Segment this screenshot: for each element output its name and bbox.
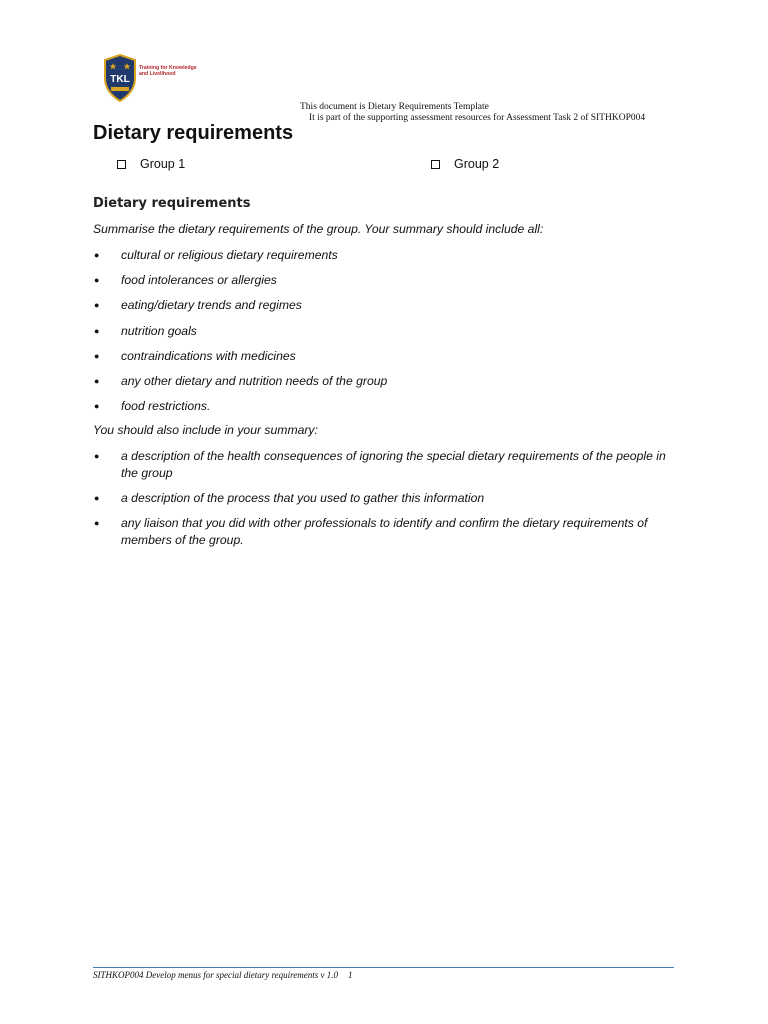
bullet-icon: ● xyxy=(94,250,100,260)
summary-additional-intro: You should also include in your summary: xyxy=(93,423,318,437)
summary-additional-list xyxy=(93,448,673,558)
bullet-icon: ● xyxy=(94,401,100,412)
list-item: ● any other dietary and nutrition needs of the group xyxy=(94,373,388,388)
list-item: ● a description of the process that you used to gather this information xyxy=(94,491,485,506)
bullet-icon: ● xyxy=(94,275,100,286)
bullet-icon: ● xyxy=(94,518,100,529)
bullet-icon: ● xyxy=(94,375,100,386)
list-item: ● a description of the health consequences of ignoring the special dietary requirements of the people in the group xyxy=(94,449,666,480)
page-footer xyxy=(93,970,353,980)
list-item: ● any liaison that you did with other professionals to identify and confirm the dietary requirements of members of the group. xyxy=(94,516,648,548)
bullet-icon: ● xyxy=(94,451,100,461)
page-number: 1 xyxy=(348,970,353,980)
list-item: ● food restrictions. xyxy=(94,399,211,414)
bullet-icon: ● xyxy=(94,300,100,311)
document-info-line-1: This document is Dietary Requirements Template xyxy=(300,102,489,112)
group-2-checkbox[interactable] xyxy=(431,160,440,169)
bullet-icon: ● xyxy=(94,350,100,361)
footer-text: SITHKOP004 Develop menus for special dietary requirements v 1.0 xyxy=(93,970,339,980)
bullet-icon: ● xyxy=(94,493,100,504)
list-item: ● food intolerances or allergies xyxy=(94,273,277,288)
group-1-checkbox[interactable] xyxy=(117,160,126,169)
group-1-option[interactable] xyxy=(117,157,185,171)
organisation-logo xyxy=(103,54,197,102)
requirements-list xyxy=(93,247,673,423)
page-title: Dietary requirements xyxy=(93,122,294,144)
shield-logo-icon xyxy=(103,54,137,102)
section-heading: Dietary requirements xyxy=(93,196,251,211)
document-info-line-2: It is part of the supporting assessment resources for Assessment Task 2 of SITHKOP004 xyxy=(309,113,646,123)
list-item: ● nutrition goals xyxy=(94,323,197,338)
footer-divider xyxy=(93,967,674,968)
group-2-option[interactable] xyxy=(431,157,499,171)
section-intro: Summarise the dietary requirements of the group. Your summary should include all: xyxy=(93,222,544,236)
list-item: ● cultural or religious dietary requirements xyxy=(94,248,338,262)
list-item: ● contraindications with medicines xyxy=(94,348,296,363)
logo-abbr: TKL xyxy=(110,74,130,85)
list-item: ● eating/dietary trends and regimes xyxy=(94,298,302,313)
bullet-icon: ● xyxy=(94,325,100,336)
group-2-label: Group 2 xyxy=(454,157,500,171)
logo-tagline: Training for Knowledge and Livelihood xyxy=(139,65,197,77)
group-1-label: Group 1 xyxy=(140,157,186,171)
